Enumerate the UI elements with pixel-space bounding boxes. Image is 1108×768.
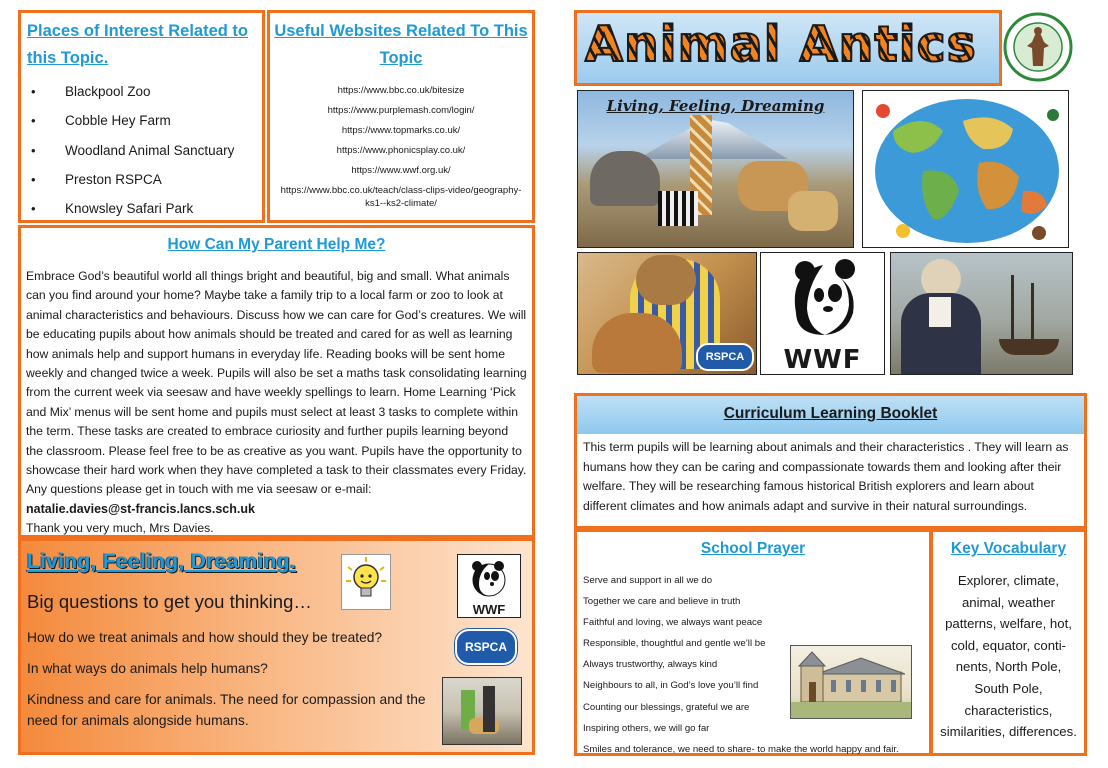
rspca-logo: RSPCA [455,629,517,665]
vocabulary-words: Explorer, climate, animal, weather patterns, welfare, hot, cold, equator, conti-nents, North Pole, South Pole, characteristics, similarities, differences. [940,573,1077,740]
places-list [29,77,234,223]
website-link[interactable]: https://www.wwf.org.uk/ [351,165,451,176]
website-link[interactable]: https://www.bbc.co.uk/bitesize [337,85,465,96]
websites-heading: Useful Websites Related To This Topic [274,22,528,67]
living-feeling-dreaming-panel [18,538,535,755]
church-drawing [790,645,912,719]
prayer-line: Smiles and tolerance, we need to share- to make the world happy and fair. [583,743,899,755]
hero-caption: Living, Feeling, Dreaming [606,97,825,115]
school-crest-logo [1003,12,1073,82]
parent-help-heading: How Can My Parent Help Me? [167,236,386,253]
guide-dog-photo [442,677,522,745]
curriculum-booklet-panel [574,393,1087,529]
wwf-label: WWF [472,602,506,617]
prayer-line: Neighbours to all, in God’s love you’ll find [583,680,759,692]
wwf-label: WWF [783,345,862,375]
question-item: How do we treat animals and how should they be treated? [27,630,383,645]
prayer-line: Responsible, thoughtful and gentle we’ll be [583,638,766,650]
parent-help-panel [18,225,535,538]
vocabulary-heading: Key Vocabulary [950,540,1067,557]
question-item: Kindness and care for animals. The need for compassion and the need for animals alongside humans. [27,692,426,728]
prayer-line: Always trustworthy, always kind [583,659,718,671]
website-link[interactable]: https://www.purplemash.com/login/ [327,105,475,116]
prayer-line: Together we care and believe in truth [583,596,741,608]
wwf-logo [760,252,885,375]
parent-help-body [26,267,528,539]
question-item: In what ways do animals help humans? [27,661,268,676]
websites-list [274,81,528,210]
lightbulb-icon [341,554,391,610]
explorer-portrait-painting [890,252,1073,375]
title-banner [574,10,1002,86]
boy-with-dog-photo [577,252,757,375]
animals-hero-image [577,90,854,248]
website-link[interactable]: https://www.phonicsplay.co.uk/ [336,145,466,156]
wwf-logo [457,554,521,618]
list-item: • Cobble Hey Farm [29,106,234,135]
places-heading: Places of Interest Related to this Topic. [27,22,248,67]
useful-websites-panel [267,10,535,223]
prayer-line: Faithful and loving, we always want peace [583,617,763,629]
school-prayer-panel [574,529,932,756]
prayer-heading: School Prayer [700,540,806,557]
website-link[interactable]: https://www.topmarks.co.uk/ [341,125,461,136]
list-item: • Knowsley Safari Park [29,194,234,223]
signoff: Thank you very much, Mrs Davies. [26,521,214,536]
prayer-line: Inspiring others, we will go far [583,722,710,734]
world-animals-map [862,90,1069,248]
key-vocabulary-panel [930,529,1087,756]
contact-email[interactable]: natalie.davies@st-francis.lancs.sch.uk [26,501,255,516]
big-questions-subtitle: Big questions to get you thinking… [27,591,312,612]
list-item: • Preston RSPCA [29,165,234,194]
curriculum-body: This term pupils will be learning about animals and their characteristics . They will learn as humans how they can be caring and compassionate towards them and looking after their welfare. They will be researching famous historical British explorers and learn about different climates and how animals adapt and survive in their natural surroundings. [583,440,1069,513]
places-of-interest-panel [18,10,265,223]
living-heading: Living, Feeling, Dreaming. [27,550,297,573]
page-title: Animal Antics [585,16,977,73]
curriculum-heading: Curriculum Learning Booklet [723,405,938,422]
parent-help-text: Embrace God’s beautiful world all things bright and beautiful, big and small. What animals can you find around your home? Maybe take a family trip to a local farm or zoo to look at animal characteristics and behaviours. Discuss how we can care for God’s creatures. We will be educating pupils about how animals should be treated and cared for as well as learning how animals help and support humans in everyday life. Reading books will be sent home weekly and changed twice a week. Pupils will also be set a maths task consolidating learning from the current week via seesaw and have weekly spellings to learn. Home Learning ‘Pick and Mix’ menus will be sent home and pupils must select at least 3 tasks to complete within the term. These tasks are created to embrace curiosity and further pupils learning beyond the classroom. Please feel free to be as creative as you want. Pupils have the opportunity to showcase their hard work when they have completed a task to their classmates every Friday. Any questions please get in touch with me via seesaw or e-mail: [26,269,527,497]
website-link[interactable]: https://www.bbc.co.uk/teach/class-clips-video/geography-ks1--ks2-climate/ [280,185,522,209]
prayer-line: Serve and support in all we do [583,575,713,586]
list-item: • Woodland Animal Sanctuary [29,136,234,165]
list-item: • Blackpool Zoo [29,77,234,106]
rspca-badge: RSPCA [696,343,754,371]
prayer-line: Counting our blessings, grateful we are [583,701,750,713]
